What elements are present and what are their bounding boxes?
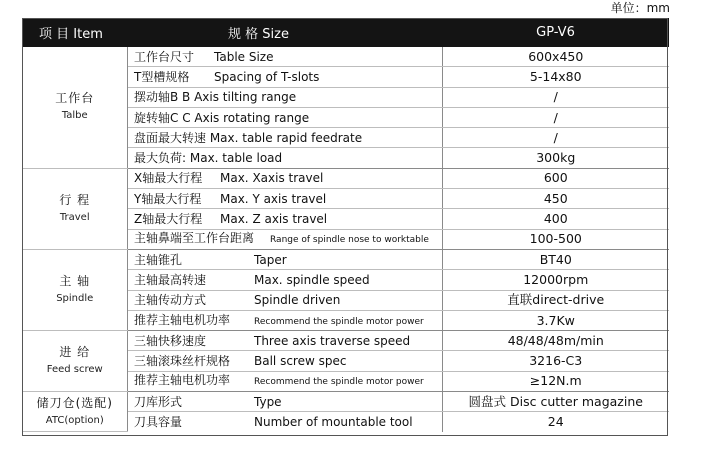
value-cell: 直联direct-drive xyxy=(443,290,669,310)
spec-cell xyxy=(128,148,443,168)
spec-en: Spindle driven xyxy=(254,293,341,308)
category-cell xyxy=(23,331,128,392)
spec-cn: 推荐主轴电机功率 xyxy=(134,373,231,388)
spec-en: Spacing of T-slots xyxy=(214,69,320,84)
category-cn: 工作台 xyxy=(55,91,95,106)
spec-en: Table Size xyxy=(214,49,274,64)
spec-cell xyxy=(128,371,443,391)
spec-cn: 三轴滚珠丝杆规格 xyxy=(134,354,231,369)
spec-cell xyxy=(128,392,443,412)
value-cell: 5-14x80 xyxy=(443,67,669,87)
spec-cn: 主轴鼻端至工作台距离 xyxy=(134,231,255,246)
spec-cn: Z轴最大行程 xyxy=(134,212,203,227)
spec-cn: 主轴最高转速 xyxy=(134,272,207,287)
table-row xyxy=(23,249,669,269)
spec-cn: 旋转轴C C Axis rotating range xyxy=(134,110,310,125)
spec-cell xyxy=(128,189,443,209)
spec-cell xyxy=(128,351,443,371)
spec-cell xyxy=(128,128,443,148)
category-cell xyxy=(23,168,128,249)
category-en: Spindle xyxy=(56,293,94,305)
value-cell: 600x450 xyxy=(443,47,669,67)
spec-cn: 摆动轴B B Axis tilting range xyxy=(134,90,297,105)
value-cell: 600 xyxy=(443,168,669,188)
spec-cn: X轴最大行程 xyxy=(134,171,203,186)
value-cell: 48/48/48m/min xyxy=(443,331,669,351)
spec-cn: 主轴锥孔 xyxy=(134,252,183,267)
table-row xyxy=(23,331,669,351)
spec-cell xyxy=(128,331,443,351)
spec-en: Taper xyxy=(254,252,287,267)
spec-cn: 主轴传动方式 xyxy=(134,293,207,308)
category-en: Talbe xyxy=(61,110,88,122)
value-cell: 450 xyxy=(443,189,669,209)
category-cn: 进 给 xyxy=(59,345,91,360)
spec-cell xyxy=(128,168,443,188)
spec-en: Number of mountable tool xyxy=(254,414,413,429)
value-cell: 3.7Kw xyxy=(443,310,669,330)
value-cell: BT40 xyxy=(443,249,669,269)
spec-cn: 最大负荷: Max. table load xyxy=(134,151,283,166)
unit-label: 单位：mm xyxy=(610,1,670,15)
table-header-row xyxy=(23,19,669,47)
category-en: Travel xyxy=(59,211,90,223)
spec-cn: T型槽规格 xyxy=(134,69,190,84)
category-cn: 行 程 xyxy=(59,192,91,207)
category-cell xyxy=(23,47,128,169)
spec-cell xyxy=(128,412,443,432)
spec-table xyxy=(22,18,669,432)
spec-cell xyxy=(128,270,443,290)
spec-cell xyxy=(128,229,443,249)
value-cell: 400 xyxy=(443,209,669,229)
spec-cell xyxy=(128,47,443,67)
spec-cell xyxy=(128,209,443,229)
value-cell: / xyxy=(443,128,669,148)
spec-en: Recommend the spindle motor power xyxy=(254,377,424,388)
spec-en: Max. Xaxis travel xyxy=(220,171,324,186)
header-spec: 规 格 Size xyxy=(128,19,443,47)
category-cn: 储刀仓(选配) xyxy=(36,395,113,410)
spec-cell xyxy=(128,249,443,269)
spec-cn: 盘面最大转速 Max. table rapid feedrate xyxy=(134,130,363,145)
spec-en: Range of spindle nose to worktable xyxy=(270,235,429,246)
spec-cn: 三轴快移速度 xyxy=(134,333,207,348)
spec-en: Max. Y axis travel xyxy=(220,191,327,206)
table-row xyxy=(23,168,669,188)
value-cell: 100-500 xyxy=(443,229,669,249)
spec-cn: 刀库形式 xyxy=(134,394,183,409)
value-cell: 300kg xyxy=(443,148,669,168)
spec-cn: Y轴最大行程 xyxy=(134,191,202,206)
table-row xyxy=(23,392,669,412)
category-en: ATC(option) xyxy=(45,414,104,426)
value-cell: 12000rpm xyxy=(443,270,669,290)
spec-en: Max. Z axis travel xyxy=(220,212,328,227)
spec-cell xyxy=(128,290,443,310)
category-cell xyxy=(23,249,128,330)
spec-cn: 工作台尺寸 xyxy=(134,49,195,64)
value-cell: / xyxy=(443,87,669,107)
category-cn: 主 轴 xyxy=(59,274,91,289)
spec-cn: 推荐主轴电机功率 xyxy=(134,312,231,327)
value-cell: ≥12N.m xyxy=(443,371,669,391)
spec-cell xyxy=(128,107,443,127)
value-cell: 3216-C3 xyxy=(443,351,669,371)
spec-en: Max. spindle speed xyxy=(254,272,370,287)
header-item: 项 目 Item xyxy=(23,19,128,47)
spec-en: Ball screw spec xyxy=(254,354,347,369)
spec-en: Three axis traverse speed xyxy=(254,333,411,348)
value-cell: 24 xyxy=(547,413,564,429)
header-model: GP-V6 xyxy=(443,19,669,47)
spec-cell xyxy=(128,87,443,107)
table-row xyxy=(23,47,669,67)
spec-en: Type xyxy=(254,394,282,409)
category-en: Feed screw xyxy=(46,364,103,376)
spec-cell xyxy=(128,310,443,330)
category-cell xyxy=(23,392,128,432)
spec-cell xyxy=(128,67,443,87)
spec-cn: 刀具容量 xyxy=(134,414,183,429)
spec-en: Recommend the spindle motor power xyxy=(254,316,424,327)
value-cell: 圆盘式 Disc cutter magazine xyxy=(443,392,669,412)
value-cell: / xyxy=(443,107,669,127)
